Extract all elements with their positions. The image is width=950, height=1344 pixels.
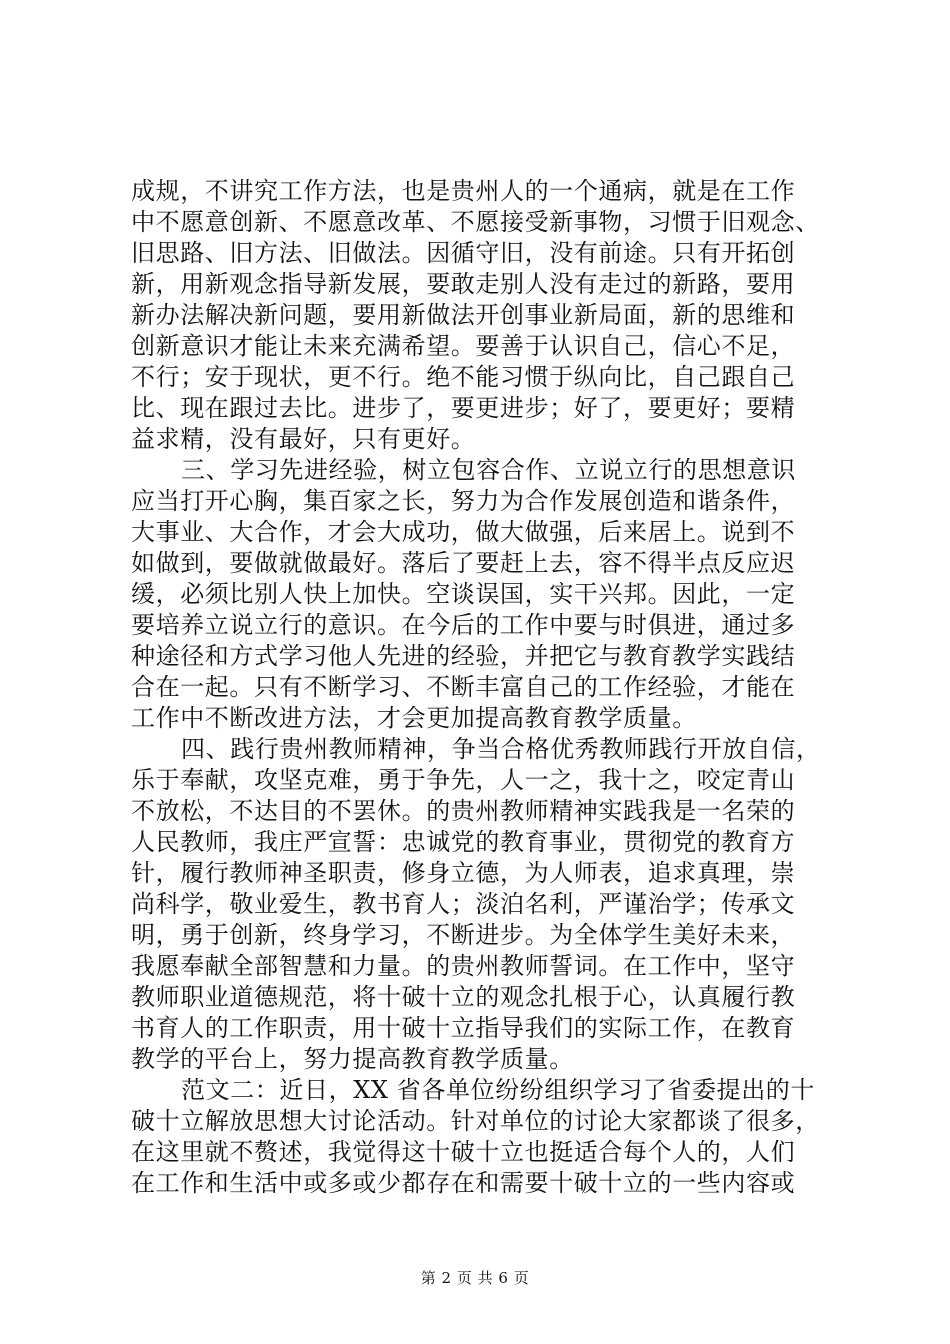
text-line: 比、现在跟过去比。进步了，要更进步；好了，要更好；要精 <box>131 394 796 422</box>
text-line: 工作中不断改进方法，才会更加提高教育教学质量。 <box>131 704 697 732</box>
text-line: 合在一起。只有不断学习、不断丰富自己的工作经验，才能在 <box>131 673 796 701</box>
text-line: 如做到，要做就做最好。落后了要赶上去，容不得半点反应迟 <box>131 549 796 577</box>
paragraph-first-line: 范文二：近日，XX 省各单位纷纷组织学习了省委提出的十 <box>181 1076 815 1104</box>
text-line: 种途径和方式学习他人先进的经验，并把它与教育教学实践结 <box>131 642 796 670</box>
text-line: 在工作和生活中或多或少都存在和需要十破十立的一些内容或 <box>131 1169 796 1197</box>
text-line: 缓，必须比别人快上加快。空谈误国，实干兴邦。因此，一定 <box>131 580 796 608</box>
text-line: 破十立解放思想大讨论活动。针对单位的讨论大家都谈了很多， <box>131 1107 820 1135</box>
text-line: 应当打开心胸，集百家之长，努力为合作发展创造和谐条件， <box>131 487 796 515</box>
paragraph-first-line: 三、学习先进经验，树立包容合作、立说立行的思想意识 <box>181 456 796 484</box>
text-line: 教学的平台上，努力提高教育教学质量。 <box>131 1045 574 1073</box>
text-line: 教师职业道德规范，将十破十立的观念扎根于心，认真履行教 <box>131 983 796 1011</box>
text-line: 针，履行教师神圣职责，修身立德，为人师表，追求真理，崇 <box>131 859 796 887</box>
text-line: 要培养立说立行的意识。在今后的工作中要与时俱进，通过多 <box>131 611 796 639</box>
text-line: 成规，不讲究工作方法，也是贵州人的一个通病，就是在工作 <box>131 177 796 205</box>
text-line: 乐于奉献，攻坚克难，勇于争先，人一之，我十之，咬定青山 <box>131 766 796 794</box>
document-body <box>131 176 831 1199</box>
text-line: 创新意识才能让未来充满希望。要善于认识自己，信心不足， <box>131 332 796 360</box>
text-line: 尚科学，敬业爱生，教书育人；淡泊名利，严谨治学；传承文 <box>131 890 796 918</box>
text-line: 在这里就不赘述，我觉得这十破十立也挺适合每个人的，人们 <box>131 1138 796 1166</box>
text-line: 旧思路、旧方法、旧做法。因循守旧，没有前途。只有开拓创 <box>131 239 796 267</box>
text-line: 不行；安于现状，更不行。绝不能习惯于纵向比，自己跟自己 <box>131 363 796 391</box>
text-line: 不放松，不达目的不罢休。的贵州教师精神实践我是一名荣的 <box>131 797 796 825</box>
text-line: 书育人的工作职责，用十破十立指导我们的实际工作，在教育 <box>131 1014 796 1042</box>
text-line: 新办法解决新问题，要用新做法开创事业新局面，新的思维和 <box>131 301 796 329</box>
text-line: 新，用新观念指导新发展，要敢走别人没有走过的新路，要用 <box>131 270 796 298</box>
paragraph-first-line: 四、践行贵州教师精神，争当合格优秀教师践行开放自信， <box>181 735 821 763</box>
text-line: 人民教师，我庄严宣誓：忠诚党的教育事业，贯彻党的教育方 <box>131 828 796 856</box>
page-number-footer: 第 2 页 共 6 页 <box>420 1269 530 1287</box>
text-line: 益求精，没有最好，只有更好。 <box>131 425 476 453</box>
text-line: 中不愿意创新、不愿意改革、不愿接受新事物，习惯于旧观念、 <box>131 208 820 236</box>
text-line: 大事业、大合作，才会大成功，做大做强，后来居上。说到不 <box>131 518 796 546</box>
text-line: 我愿奉献全部智慧和力量。的贵州教师誓词。在工作中，坚守 <box>131 952 796 980</box>
text-line: 明，勇于创新，终身学习，不断进步。为全体学生美好未来， <box>131 921 796 949</box>
